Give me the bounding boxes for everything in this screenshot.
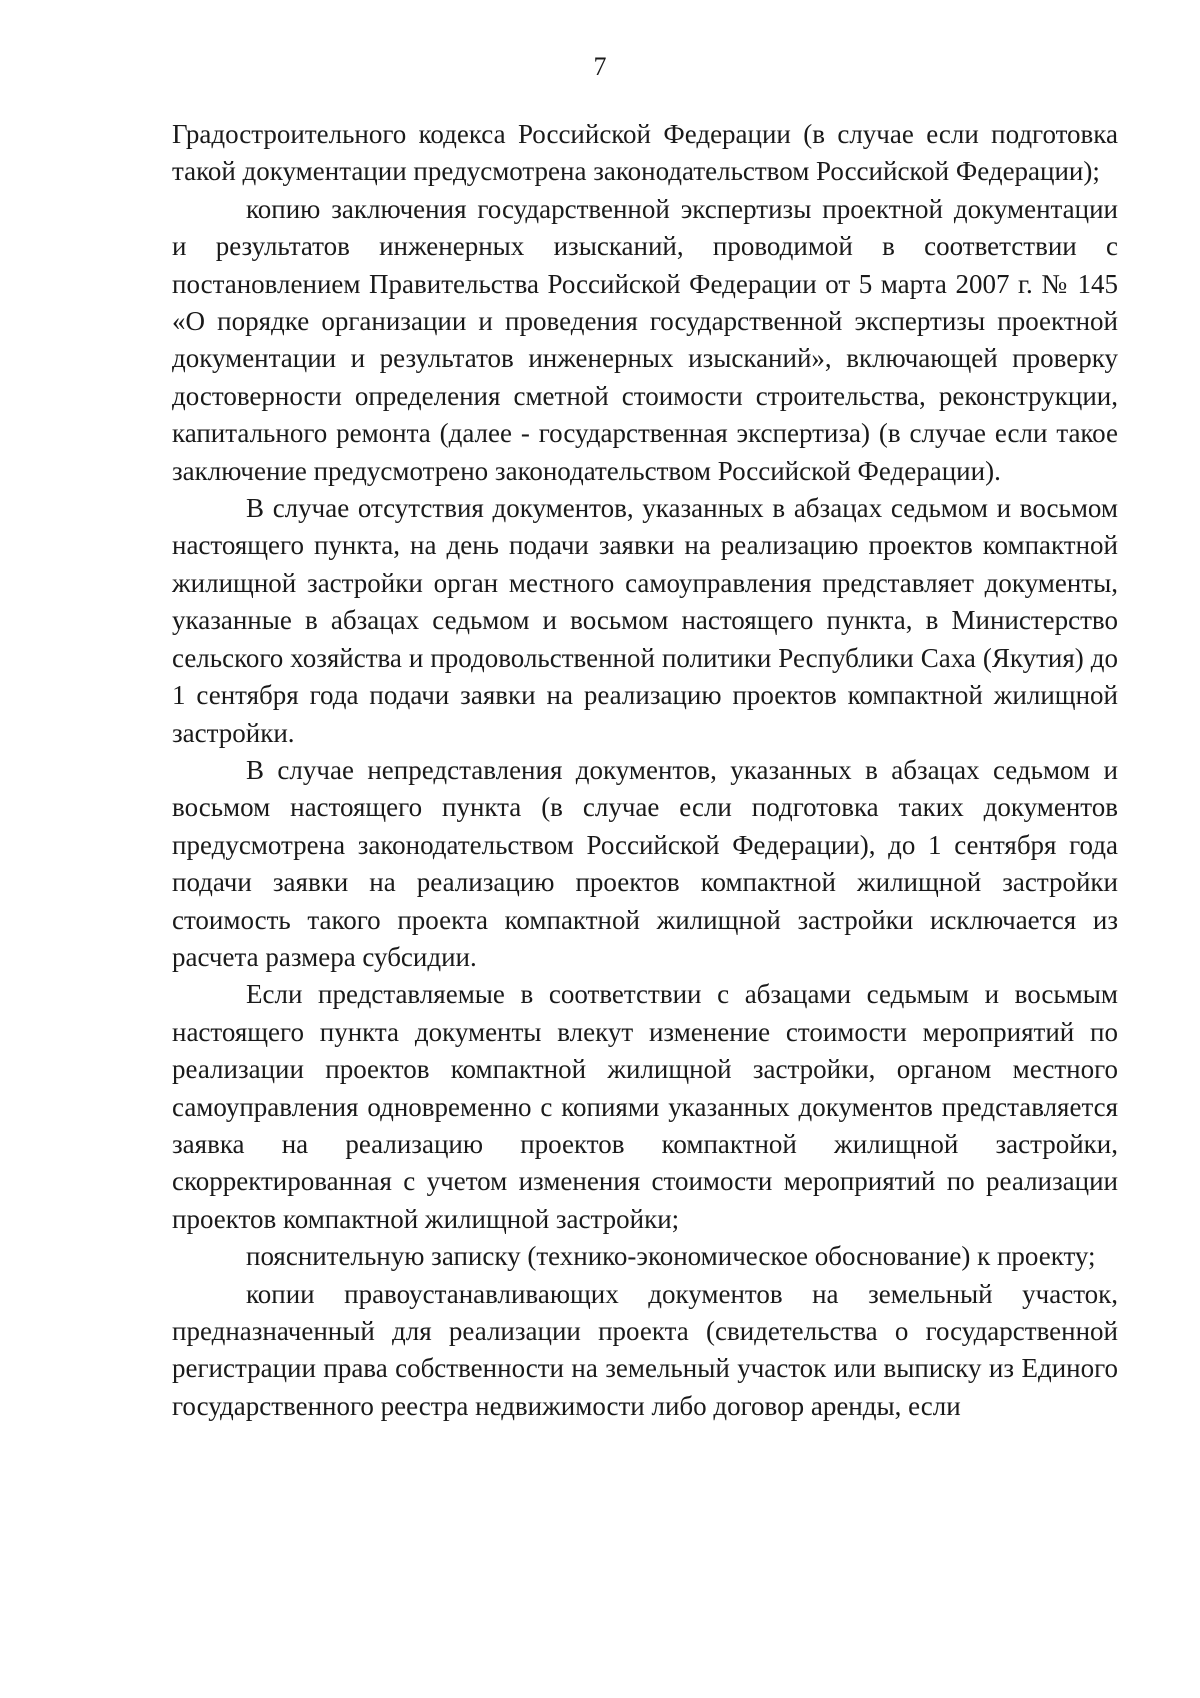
paragraph-non-submission: В случае непредставления документов, указанных в абзацах седьмом и восьмом настоящего пункта (в случае если подготовка таких документов предусмотрена законодательством Российской Федерации), до 1 сентября года подачи заявки на реализацию проектов компактной жилищной застройки стоимость такого проекта компактной жилищной застройки исключается из расчета размера субсидии. bbox=[172, 754, 1118, 972]
document-body bbox=[172, 116, 1118, 1425]
paragraph-missing-documents: В случае отсутствия документов, указанных в абзацах седьмом и восьмом настоящего пункта, на день подачи заявки на реализацию проектов компактной жилищной застройки орган местного самоуправления представляет документы, указанные в абзацах седьмом и восьмом настоящего пункта, в Министерство сельского хозяйства и продовольственной политики Республики Саха (Якутия) до 1 сентября года подачи заявки на реализацию проектов компактной жилищной застройки. bbox=[172, 493, 1118, 748]
page-number: 7 bbox=[593, 52, 607, 81]
paragraph-cost-change: Если представляемые в соответствии с абзацами седьмым и восьмым настоящего пункта документы влекут изменение стоимости мероприятий по реализации проектов компактной жилищной застройки, органом местного самоуправления одновременно с копиями указанных документов представляется заявка на реализацию проектов компактной жилищной застройки, скорректированная с учетом изменения стоимости мероприятий по реализации проектов компактной жилищной застройки; bbox=[172, 979, 1118, 1234]
paragraph-expertise-copy: копию заключения государственной экспертизы проектной документации и результатов инженерных изысканий, проводимой в соответствии с постановлением Правительства Российской Федерации от 5 марта 2007 г. № 145 «О порядке организации и проведения государственной экспертизы проектной документации и результатов инженерных изысканий», включающей проверку достоверности определения сметной стоимости строительства, реконструкции, капитального ремонта (далее - государственная экспертиза) (в случае если такое заключение предусмотрено законодательством Российской Федерации). bbox=[172, 193, 1118, 486]
paragraph-title-documents: копии правоустанавливающих документов на земельный участок, предназначенный для реализации проекта (свидетельства о государственной регистрации права собственности на земельный участок или выписку из Единого государственного реестра недвижимости либо договор аренды, если bbox=[172, 1278, 1118, 1421]
paragraph-continuation: Градостроительного кодекса Российской Федерации (в случае если подготовка такой документации предусмотрена законодательством Российской Федерации); bbox=[172, 119, 1118, 187]
paragraph-explanatory-note: пояснительную записку (технико-экономическое обоснование) к проекту; bbox=[246, 1241, 1096, 1272]
